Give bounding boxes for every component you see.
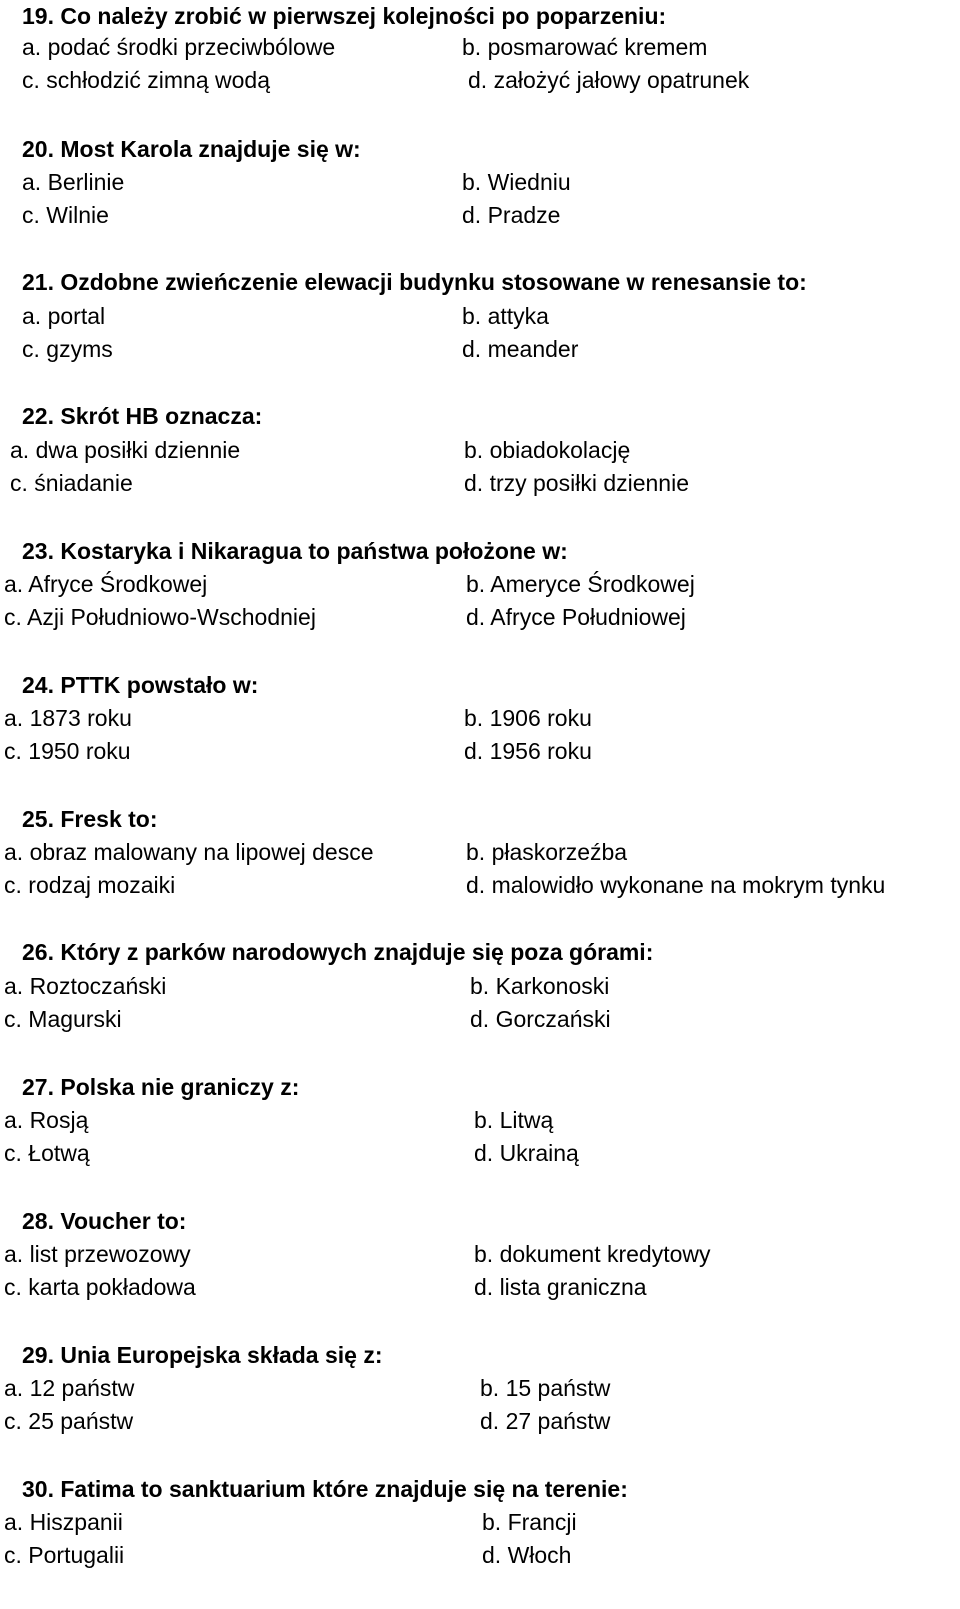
question-21-option-c: c. gzyms (22, 336, 113, 362)
question-25-option-a: a. obraz malowany na lipowej desce (4, 839, 374, 865)
question-30-option-d: d. Włoch (482, 1542, 572, 1568)
question-23-option-a: a. Afryce Środkowej (4, 571, 208, 597)
question-21-title: 21. Ozdobne zwieńczenie elewacji budynku stosowane w renesansie to: (22, 269, 807, 295)
question-24-option-a: a. 1873 roku (4, 705, 132, 731)
question-20-option-c: c. Wilnie (22, 202, 109, 228)
question-23-option-c: c. Azji Południowo-Wschodniej (4, 604, 316, 630)
question-24-option-b: b. 1906 roku (464, 705, 592, 731)
question-20-title: 20. Most Karola znajduje się w: (22, 136, 361, 162)
question-20-option-d: d. Pradze (462, 202, 561, 228)
question-28-title: 28. Voucher to: (22, 1208, 187, 1234)
question-25-option-d: d. malowidło wykonane na mokrym tynku (466, 872, 886, 898)
question-23-option-d: d. Afryce Południowej (466, 604, 686, 630)
question-24-title: 24. PTTK powstało w: (22, 672, 259, 698)
question-27-option-b: b. Litwą (474, 1107, 554, 1133)
question-19-option-a: a. podać środki przeciwbólowe (22, 34, 336, 60)
question-27-option-d: d. Ukrainą (474, 1140, 579, 1166)
question-19-option-c: c. schłodzić zimną wodą (22, 67, 270, 93)
question-19-option-d: d. założyć jałowy opatrunek (468, 67, 750, 93)
question-21-option-d: d. meander (462, 336, 579, 362)
question-22-option-a: a. dwa posiłki dziennie (10, 437, 241, 463)
question-29-option-d: d. 27 państw (480, 1408, 611, 1434)
question-24-option-d: d. 1956 roku (464, 738, 592, 764)
question-22-title: 22. Skrót HB oznacza: (22, 403, 263, 429)
question-26-option-c: c. Magurski (4, 1006, 122, 1032)
question-24-option-c: c. 1950 roku (4, 738, 131, 764)
question-23-title: 23. Kostaryka i Nikaragua to państwa położone w: (22, 538, 568, 564)
question-22-option-c: c. śniadanie (10, 470, 133, 496)
question-30-option-a: a. Hiszpanii (4, 1509, 123, 1535)
question-30-title: 30. Fatima to sanktuarium które znajduje się na terenie: (22, 1476, 628, 1502)
question-29-option-b: b. 15 państw (480, 1375, 611, 1401)
question-20-option-a: a. Berlinie (22, 169, 125, 195)
question-21-option-b: b. attyka (462, 303, 549, 329)
question-25-title: 25. Fresk to: (22, 806, 158, 832)
question-26-option-b: b. Karkonoski (470, 973, 610, 999)
question-30-option-b: b. Francji (482, 1509, 577, 1535)
question-28-option-b: b. dokument kredytowy (474, 1241, 711, 1267)
question-28-option-c: c. karta pokładowa (4, 1274, 196, 1300)
question-29-option-a: a. 12 państw (4, 1375, 135, 1401)
question-21-option-a: a. portal (22, 303, 106, 329)
question-20-option-b: b. Wiedniu (462, 169, 571, 195)
question-28-option-a: a. list przewozowy (4, 1241, 191, 1267)
question-23-option-b: b. Ameryce Środkowej (466, 571, 695, 597)
question-25-option-c: c. rodzaj mozaiki (4, 872, 176, 898)
question-30-option-c: c. Portugalii (4, 1542, 125, 1568)
question-27-title: 27. Polska nie graniczy z: (22, 1074, 300, 1100)
question-22-option-b: b. obiadokolację (464, 437, 631, 463)
question-28-option-d: d. lista graniczna (474, 1274, 647, 1300)
question-27-option-c: c. Łotwą (4, 1140, 90, 1166)
question-19-title: 19. Co należy zrobić w pierwszej kolejności po poparzeniu: (22, 3, 667, 29)
question-26-option-a: a. Roztoczański (4, 973, 167, 999)
question-22-option-d: d. trzy posiłki dziennie (464, 470, 689, 496)
question-25-option-b: b. płaskorzeźba (466, 839, 628, 865)
question-29-title: 29. Unia Europejska składa się z: (22, 1342, 383, 1368)
question-19-option-b: b. posmarować kremem (462, 34, 708, 60)
question-26-option-d: d. Gorczański (470, 1006, 611, 1032)
question-29-option-c: c. 25 państw (4, 1408, 134, 1434)
question-27-option-a: a. Rosją (4, 1107, 89, 1133)
question-26-title: 26. Który z parków narodowych znajduje się poza górami: (22, 939, 654, 965)
